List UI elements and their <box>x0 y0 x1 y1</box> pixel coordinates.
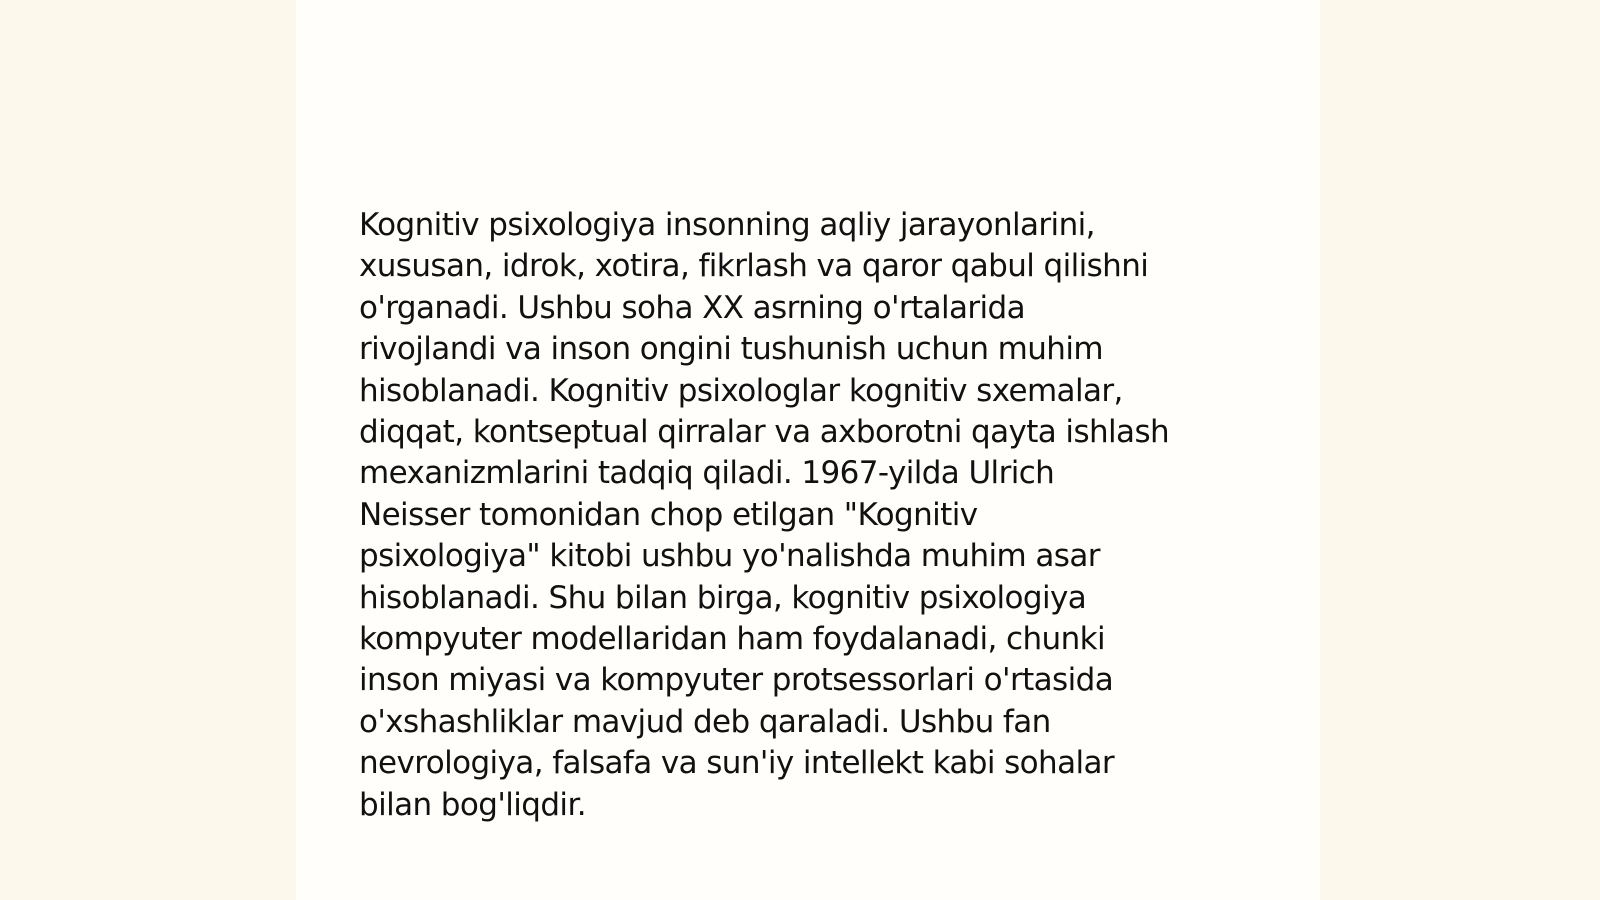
paragraph-line: o'rganadi. Ushbu soha XX asrning o'rtalarida <box>359 289 1026 326</box>
paragraph-line: hisoblanadi. Kognitiv psixologlar kognitiv sxemalar, <box>359 372 1123 409</box>
paragraph-line: bilan bog'liqdir. <box>359 786 586 823</box>
document-page <box>296 0 1320 900</box>
paragraph-line: Neisser tomonidan chop etilgan "Kognitiv <box>359 496 978 533</box>
paragraph-line: inson miyasi va kompyuter protsessorlari o'rtasida <box>359 662 1114 699</box>
paragraph-line: Kognitiv psixologiya insonning aqliy jarayonlarini, <box>359 207 1095 243</box>
paragraph-line: o'xshashliklar mavjud deb qaraladi. Ushbu fan <box>359 703 1051 740</box>
body-paragraph <box>359 205 1259 826</box>
paragraph-line: psixologiya" kitobi ushbu yo'nalishda muhim asar <box>359 538 1100 575</box>
paragraph-line: nevrologiya, falsafa va sun'iy intellekt kabi sohalar <box>359 745 1115 782</box>
paragraph-line: rivojlandi va inson ongini tushunish uchun muhim <box>359 331 1103 368</box>
paragraph-line: diqqat, kontseptual qirralar va axborotni qayta ishlash <box>359 414 1170 451</box>
paragraph-line: hisoblanadi. Shu bilan birga, kognitiv psixologiya <box>359 579 1087 616</box>
paragraph-line: kompyuter modellaridan ham foydalanadi, chunki <box>359 621 1105 658</box>
paragraph-line: mexanizmlarini tadqiq qiladi. 1967-yilda Ulrich <box>359 455 1055 492</box>
paragraph-line: xususan, idrok, xotira, fikrlash va qaror qabul qilishni <box>359 248 1149 285</box>
